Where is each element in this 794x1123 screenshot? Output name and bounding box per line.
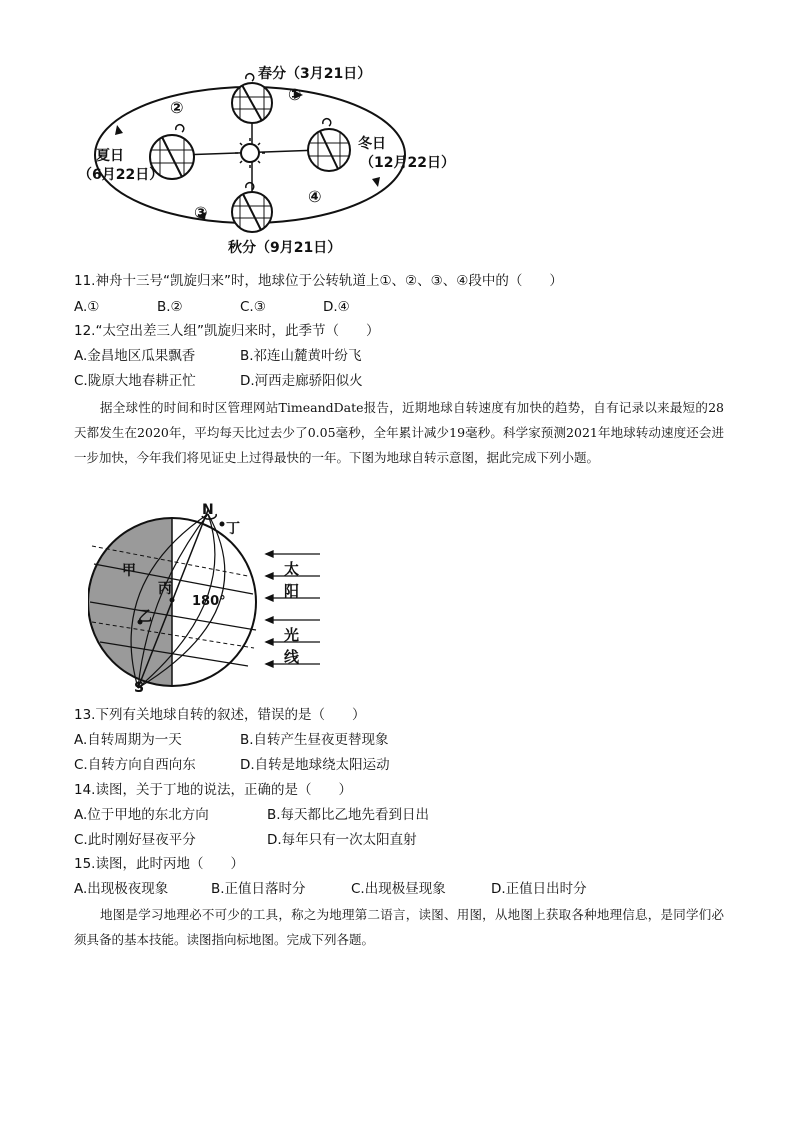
label-sun-3: 光 [284, 626, 300, 644]
q15-stem: 15.读图，此时丙地（ ） [74, 856, 244, 872]
label-seg1: ① [288, 85, 302, 104]
q11-option-a[interactable]: A.① [74, 299, 100, 315]
passage-earth-rotation: 据全球性的时间和时区管理网站TimeandDate报告，近期地球自转速度有加快的趋势，自有记录以来最短的28天都发生在2020年，平均每天比过去少了0.05毫秒，全年累计减少19毫秒。科学家预测2021年地球转动速度还会进一步加快，今年我们将见证史上过得最快的一年。下图为地球自转示意图，据此完成下列小题。 [74, 400, 724, 465]
label-seg2: ② [170, 98, 184, 117]
label-spring: 春分（3月21日） [258, 66, 372, 82]
q15-option-b[interactable]: B.正值日落时分 [211, 881, 306, 897]
q11-option-c[interactable]: C.③ [240, 299, 266, 315]
q13-option-c[interactable]: C.自转方向自西向东 [74, 757, 196, 773]
q11-option-b[interactable]: B.② [157, 299, 183, 315]
q14-option-a[interactable]: A.位于甲地的东北方向 [74, 807, 209, 823]
q12-option-b[interactable]: B.祁连山麓黄叶纷飞 [240, 348, 362, 364]
earth-winter [308, 129, 350, 171]
label-seg3: ③ [194, 203, 208, 222]
q15-option-a[interactable]: A.出现极夜现象 [74, 881, 169, 897]
label-sun-4: 线 [284, 648, 300, 666]
q14-option-d[interactable]: D.每年只有一次太阳直射 [267, 832, 417, 848]
label-lon-180: 180° [192, 594, 226, 609]
q12-option-d[interactable]: D.河西走廊骄阳似火 [240, 373, 363, 389]
q13-option-a[interactable]: A.自转周期为一天 [74, 732, 182, 748]
label-seg4: ④ [308, 187, 322, 206]
label-south: S [134, 680, 145, 696]
q11-option-d[interactable]: D.④ [323, 299, 350, 315]
label-summer: 夏日 [96, 148, 124, 164]
passage-maps: 地图是学习地理必不可少的工具，称之为地理第二语言，读图、用图，从地图上获取各种地理信息，是同学们必须具备的基本技能。读图指向标地图。完成下列各题。 [74, 907, 724, 947]
earth-spring [232, 83, 272, 123]
earth-autumn [232, 192, 272, 232]
label-autumn: 秋分（9月21日） [228, 240, 342, 256]
label-jia: 甲 [122, 563, 136, 579]
q12-stem: 12.“太空出差三人组”凯旋归来时，此季节（ ） [74, 323, 380, 339]
label-sun-1: 太 [284, 560, 300, 578]
q13-option-d[interactable]: D.自转是地球绕太阳运动 [240, 757, 390, 773]
q13-option-b[interactable]: B.自转产生昼夜更替现象 [240, 732, 389, 748]
orbit-figure [70, 55, 470, 265]
label-north: N [202, 502, 214, 518]
label-winter: 冬日 [358, 136, 386, 152]
label-winter-date: （12月22日） [360, 155, 455, 171]
globe-figure [88, 502, 338, 700]
q12-option-c[interactable]: C.陇原大地春耕正忙 [74, 373, 196, 389]
q14-option-c[interactable]: C.此时刚好昼夜平分 [74, 832, 196, 848]
q12-option-a[interactable]: A.金昌地区瓜果飘香 [74, 348, 196, 364]
q15-option-d[interactable]: D.正值日出时分 [491, 881, 587, 897]
q14-stem: 14.读图，关于丁地的说法，正确的是（ ） [74, 782, 352, 798]
label-summer-date: （6月22日） [78, 167, 164, 183]
label-bing: 丙 [158, 581, 172, 597]
q11-stem: 11.神舟十三号“凯旋归来”时，地球位于公转轨道上①、②、③、④段中的（ ） [74, 273, 563, 289]
q14-option-b[interactable]: B.每天都比乙地先看到日出 [267, 807, 430, 823]
label-ding: 丁 [226, 521, 240, 537]
q13-stem: 13.下列有关地球自转的叙述，错误的是（ ） [74, 707, 366, 723]
label-yi: 乙 [138, 609, 152, 625]
label-sun-2: 阳 [284, 582, 300, 600]
q15-option-c[interactable]: C.出现极昼现象 [351, 881, 446, 897]
